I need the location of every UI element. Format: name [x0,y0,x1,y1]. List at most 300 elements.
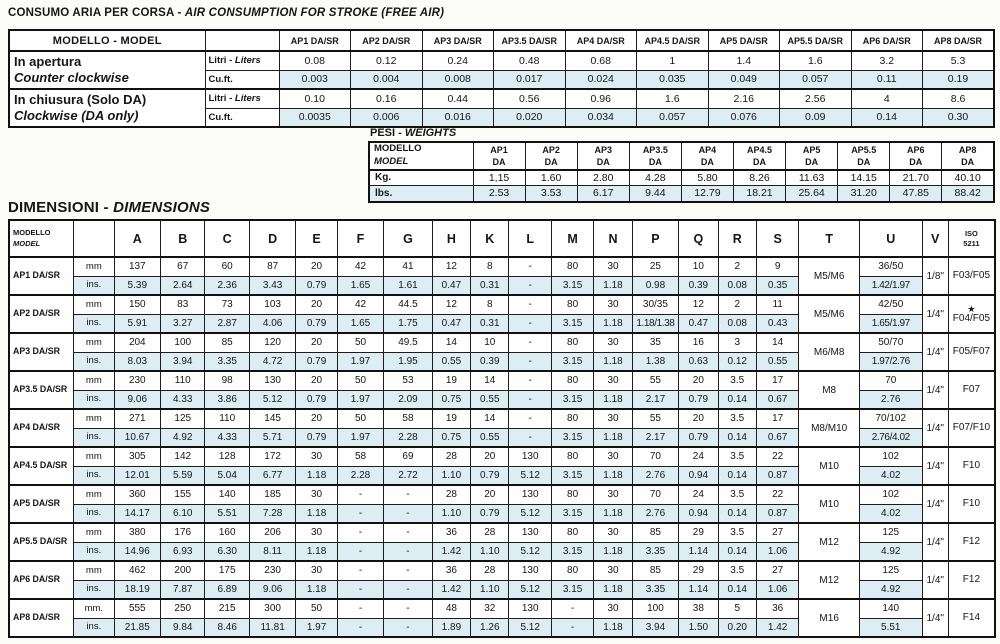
dim-value-mm: - [337,599,383,618]
dim-value-mm: 14 [471,409,509,428]
dim-iso-text: F05/F07 [952,346,991,357]
dim-model-label: AP8 DA/SR [9,599,74,637]
consumption-value: 0.057 [637,108,709,127]
dim-value-ins: 0.14 [718,390,756,409]
dim-value-mm: 50 [337,371,383,390]
dim-value-mm: - [384,599,432,618]
dim-value-mm: 360 [114,485,160,504]
dim-value-mm: - [509,295,551,314]
dim-thread-value: M6/M8 [799,333,860,371]
dim-column-header: L [509,220,551,257]
dim-value-mm: 120 [249,333,295,352]
dim-value-mm: 110 [161,371,205,390]
dim-iso-text: F07/F10 [952,422,991,433]
dim-value-ins: 1.75 [384,314,432,333]
weights-model-type: DA [961,156,975,167]
dim-value-mm: 3.5 [718,561,756,580]
dim-value-ins: 0.79 [679,390,718,409]
dim-value-mm: 206 [249,523,295,542]
dimensions-title-italian: DIMENSIONI - [8,199,114,216]
dim-value-mm: 300 [249,599,295,618]
dim-value-mm: - [337,485,383,504]
consumption-model-header: AP2 DA/SR [351,30,423,51]
consumption-value: 0.024 [565,70,637,89]
dim-model-label: AP4.5 DA/SR [9,447,74,485]
dim-value-ins: 0.63 [679,352,718,371]
weights-model-header [629,142,681,170]
dim-unit-ins: ins. [74,390,114,409]
dim-u-value-ins: 4.02 [859,504,922,523]
dim-column-header: V [922,220,948,257]
dim-u-value-ins: 1.42/1.97 [859,276,922,295]
dim-value-ins: 1.14 [679,580,718,599]
dim-value-mm: 172 [249,447,295,466]
dim-value-mm: 155 [161,485,205,504]
consumption-value: 0.035 [637,70,709,89]
dim-value-mm: 36 [756,599,798,618]
unit-label: Cu.ft. [205,108,279,127]
dim-value-ins: - [337,542,383,561]
dim-value-mm: 130 [509,485,551,504]
dim-unit-mm: mm [74,333,114,352]
table-header-row [9,220,995,257]
dim-value-ins: 1.18 [594,390,632,409]
dim-thread-value: M5/M6 [799,295,860,333]
dim-value-mm: 20 [296,257,337,276]
dim-value-mm: 125 [161,409,205,428]
dim-value-ins: 5.71 [249,428,295,447]
dim-column-header: K [471,220,509,257]
weights-value: 40.10 [942,170,994,186]
dim-value-ins: - [509,276,551,295]
dim-value-mm: 12 [432,295,470,314]
dim-value-ins: 2.76 [632,466,678,485]
dim-value-ins: 4.72 [249,352,295,371]
consumption-value: 0.12 [351,51,423,70]
dim-value-ins: 0.14 [718,542,756,561]
dim-value-ins: 3.15 [551,466,593,485]
dim-iso-text: F03/F05 [952,270,991,281]
consumption-value: 5.3 [923,51,995,70]
dim-value-ins: 6.89 [205,580,249,599]
weights-title [370,127,456,139]
dim-value-mm: - [337,523,383,542]
asterisk-marker: ★ [967,304,976,314]
dim-u-value-mm: 140 [859,599,922,618]
consumption-title-english: AIR CONSUMPTION FOR STROKE (FREE AIR) [184,7,445,19]
dim-value-ins: 3.27 [161,314,205,333]
dim-value-mm: 20 [471,447,509,466]
dim-value-ins: 10.67 [114,428,160,447]
dim-value-ins: 1.26 [471,618,509,637]
dim-value-mm: 41 [384,257,432,276]
dim-value-ins: 5.12 [249,390,295,409]
weights-model-name: AP6 [907,144,925,155]
dim-value-ins: 4.92 [161,428,205,447]
dim-value-ins: - [509,428,551,447]
dim-value-mm: 160 [205,523,249,542]
weights-value: 12.79 [681,186,733,202]
table-header-row [369,142,994,170]
consumption-value: 0.68 [565,51,637,70]
dim-u-value-ins: 1.97/2.76 [859,352,922,371]
dim-u-value-ins: 5.51 [859,618,922,637]
dim-unit-mm: mm [74,257,114,276]
dim-v-value: 1/4" [922,485,948,523]
dim-value-ins: 0.12 [718,352,756,371]
dim-value-ins: 0.39 [679,276,718,295]
dim-value-ins: 0.31 [471,276,509,295]
dim-value-mm: 11 [756,295,798,314]
dim-value-mm: 8 [471,257,509,276]
dim-value-mm: 58 [384,409,432,428]
dim-value-ins: - [384,580,432,599]
dim-value-mm: 25 [632,257,678,276]
dim-value-mm: 67 [161,257,205,276]
dim-value-ins: 0.55 [471,428,509,447]
dim-value-mm: 30 [296,447,337,466]
dim-value-mm: 130 [509,523,551,542]
dim-value-mm: 27 [756,561,798,580]
dim-value-ins: 1.18 [296,466,337,485]
table-row [9,51,994,70]
table-row [9,485,995,504]
consumption-value: 0.0035 [279,108,351,127]
dim-value-ins: 0.94 [679,466,718,485]
dimensions-table [8,219,996,638]
dim-value-mm: 80 [551,523,593,542]
dim-value-mm: 380 [114,523,160,542]
weights-header-model-line2: MODEL [374,155,409,167]
dim-value-mm: 12 [679,295,718,314]
consumption-model-header: AP6 DA/SR [851,30,923,51]
dim-header-iso-line2: 5211 [963,238,980,248]
weights-model-type: DA [805,156,819,167]
dim-value-mm: 145 [249,409,295,428]
dim-value-mm: 30 [594,295,632,314]
dim-value-mm: 5 [718,599,756,618]
dim-value-mm: 30 [594,523,632,542]
dim-column-header: N [594,220,632,257]
dim-value-ins: 0.47 [432,314,470,333]
weights-value: 5.80 [681,170,733,186]
consumption-model-header: AP1 DA/SR [279,30,351,51]
dim-value-ins: 7.87 [161,580,205,599]
table-row [9,523,995,542]
consumption-value: 0.003 [279,70,351,89]
dim-value-mm: 80 [551,333,593,352]
weights-model-name: AP3.5 [642,144,668,155]
dim-value-ins: 0.79 [679,428,718,447]
dim-unit-ins: ins. [74,542,114,561]
dim-value-mm: 271 [114,409,160,428]
consumption-value: 2.16 [708,89,780,108]
dim-value-mm: 20 [679,371,718,390]
dim-value-ins: 0.14 [718,580,756,599]
dim-model-label: AP4 DA/SR [9,409,74,447]
dim-column-header: M [551,220,593,257]
consumption-value: 0.11 [851,70,923,89]
consumption-model-header: AP3.5 DA/SR [494,30,566,51]
dim-value-ins: 0.79 [471,466,509,485]
dim-value-mm: 140 [205,485,249,504]
dim-value-ins: 3.35 [632,580,678,599]
dim-value-ins: 2.87 [205,314,249,333]
dim-value-ins: 1.97 [337,352,383,371]
consumption-value: 0.96 [565,89,637,108]
dim-value-ins: 0.87 [756,504,798,523]
dim-value-ins: 5.12 [509,618,551,637]
dim-unit-ins: ins. [74,580,114,599]
dim-column-header: C [205,220,249,257]
dim-unit-mm: mm [74,371,114,390]
dim-u-value-mm: 102 [859,485,922,504]
dim-value-ins: 21.85 [114,618,160,637]
table-row [9,409,995,428]
consumption-value: 1 [637,51,709,70]
weights-value: 31.20 [838,186,890,202]
consumption-value: 0.008 [422,70,494,89]
consumption-model-header: AP8 DA/SR [923,30,995,51]
dim-column-header: Q [679,220,718,257]
dim-value-ins: 0.14 [718,428,756,447]
dim-value-mm: 27 [756,523,798,542]
dim-iso-value [948,447,995,485]
unit-label: Litri - Liters [205,89,279,108]
consumption-value: 0.076 [708,108,780,127]
dim-value-ins: 0.14 [718,466,756,485]
consumption-title [8,7,444,19]
dim-value-ins: 3.86 [205,390,249,409]
dim-value-ins: - [384,618,432,637]
dim-value-mm: 80 [551,561,593,580]
dim-u-value-ins: 2.76 [859,390,922,409]
dim-value-ins: 3.43 [249,276,295,295]
dim-value-ins: 2.17 [632,390,678,409]
dim-v-value: 1/4" [922,599,948,637]
dim-model-label: AP5 DA/SR [9,485,74,523]
dim-u-value-mm: 125 [859,561,922,580]
dim-value-mm: 137 [114,257,160,276]
dim-value-mm: 80 [551,295,593,314]
consumption-value: 0.09 [780,108,852,127]
dim-value-ins: - [509,352,551,371]
dim-value-mm: 22 [756,485,798,504]
unit-label: Cu.ft. [205,70,279,89]
dim-value-mm: 3.5 [718,485,756,504]
dim-value-mm: 30 [594,371,632,390]
dim-value-mm: 44.5 [384,295,432,314]
dim-column-header: G [384,220,432,257]
dim-value-ins: 3.35 [632,542,678,561]
dim-value-ins: 1.18 [594,580,632,599]
consumption-value: 0.049 [708,70,780,89]
dim-value-ins: 8.46 [205,618,249,637]
dim-value-ins: 0.79 [296,352,337,371]
dim-value-mm: 36 [432,561,470,580]
dim-unit-ins: ins. [74,466,114,485]
dim-value-ins: 1.10 [471,542,509,561]
dim-value-ins: - [337,504,383,523]
dim-value-mm: 30 [594,599,632,618]
dim-value-ins: 0.75 [432,428,470,447]
dim-value-ins: 11.81 [249,618,295,637]
weights-model-type: DA [857,156,871,167]
dim-value-mm: 50 [337,333,383,352]
consumption-header-spacer [205,30,279,51]
consumption-value: 8.6 [923,89,995,108]
dim-value-mm: 29 [679,561,718,580]
dim-iso-text: F10 [962,460,981,471]
weights-model-name: AP2 [542,144,560,155]
dim-model-label: AP2 DA/SR [9,295,74,333]
dim-iso-text: F04/F05 [952,313,991,324]
consumption-value: 0.017 [494,70,566,89]
dim-model-label: AP1 DA/SR [9,257,74,295]
dim-value-ins: 1.42 [756,618,798,637]
dim-value-ins: 0.79 [296,276,337,295]
dim-value-mm: 20 [296,295,337,314]
dim-value-mm: 14 [471,371,509,390]
weights-model-type: DA [700,156,714,167]
weights-model-header [890,142,942,170]
weights-model-type: DA [753,156,767,167]
dim-value-ins: 1.42 [432,542,470,561]
dim-value-ins: 0.55 [756,352,798,371]
dim-value-mm: 215 [205,599,249,618]
dim-thread-value: M12 [799,523,860,561]
dim-value-ins: 5.51 [205,504,249,523]
dim-value-ins: 0.75 [432,390,470,409]
dim-value-ins: 1.18/1.38 [632,314,678,333]
table-row [369,170,994,186]
dim-value-mm: 35 [632,333,678,352]
dim-header-model-line2: MODEL [13,238,41,248]
weights-value: 4.28 [629,170,681,186]
dim-value-ins: 5.12 [509,504,551,523]
dim-value-ins: 0.20 [718,618,756,637]
weights-header-model [369,142,473,170]
weights-value: 1.60 [525,170,577,186]
dim-iso-text: F12 [962,574,981,585]
dim-u-value-ins: 4.92 [859,580,922,599]
dim-value-ins: 0.67 [756,428,798,447]
weights-model-name: AP8 [958,144,977,155]
dim-value-ins: 1.10 [432,504,470,523]
dim-value-mm: 185 [249,485,295,504]
dim-value-ins: 0.87 [756,466,798,485]
dim-value-ins: 5.91 [114,314,160,333]
dim-value-ins: 1.14 [679,542,718,561]
dim-value-ins: 3.15 [551,542,593,561]
dim-thread-value: M8 [799,371,860,409]
dim-column-header: F [337,220,383,257]
dim-value-mm: 100 [161,333,205,352]
dim-value-mm: 12 [432,257,470,276]
dim-value-ins: 1.18 [594,314,632,333]
dim-value-mm: 19 [432,409,470,428]
group-label-italian: In chiusura (Solo DA) [14,91,147,107]
dim-column-header: T [799,220,860,257]
weights-value: 21.70 [890,170,942,186]
dim-value-ins: 0.79 [296,390,337,409]
dim-value-ins: 6.93 [161,542,205,561]
dim-value-ins: 3.15 [551,314,593,333]
consumption-value: 0.16 [351,89,423,108]
weights-value: 2.53 [473,186,525,202]
dim-value-ins: - [551,618,593,637]
consumption-value: 0.14 [851,108,923,127]
dim-value-mm: 24 [679,447,718,466]
dim-value-ins: 1.18 [296,504,337,523]
dim-value-ins: 2.09 [384,390,432,409]
dim-header-spacer [74,220,114,257]
weights-value: 2.80 [577,170,629,186]
dim-value-mm: 30 [594,257,632,276]
dim-thread-value: M10 [799,447,860,485]
group-label-italian: In apertura [14,53,82,69]
weights-model-header [838,142,890,170]
dim-value-ins: 1.10 [432,466,470,485]
dim-value-mm: 110 [205,409,249,428]
dim-value-ins: 14.17 [114,504,160,523]
dim-value-mm: 130 [249,371,295,390]
weights-model-type: DA [492,156,506,167]
dim-value-mm: 555 [114,599,160,618]
dim-value-ins: 3.15 [551,352,593,371]
consumption-model-header: AP5 DA/SR [708,30,780,51]
dim-header-model-line1: MODELLO [13,228,51,238]
consumption-value: 0.08 [279,51,351,70]
consumption-group-label [9,89,205,127]
dim-value-ins: - [337,618,383,637]
consumption-value: 0.24 [422,51,494,70]
dim-unit-mm: mm [74,295,114,314]
dim-thread-value: M8/M10 [799,409,860,447]
consumption-value: 1.4 [708,51,780,70]
dim-column-header: S [756,220,798,257]
dim-iso-text: F14 [962,612,981,623]
dim-value-ins: 9.06 [249,580,295,599]
dim-column-header: R [718,220,756,257]
consumption-value: 0.56 [494,89,566,108]
weights-model-header [786,142,838,170]
dim-value-mm: 3.5 [718,523,756,542]
dim-value-mm: 69 [384,447,432,466]
dim-iso-value [948,409,995,447]
group-label-english: Counter clockwise [14,70,129,85]
dim-value-ins: - [509,390,551,409]
weights-model-type: DA [909,156,923,167]
table-row [9,257,995,276]
dim-value-mm: - [384,523,432,542]
group-label-english: Clockwise (DA only) [14,108,139,123]
dim-value-ins: 9.84 [161,618,205,637]
dim-value-mm: 42 [337,295,383,314]
weights-value: 88.42 [942,186,994,202]
dim-column-header: D [249,220,295,257]
dim-value-ins: 7.28 [249,504,295,523]
dim-value-ins: 14.96 [114,542,160,561]
dim-value-ins: 1.97 [337,428,383,447]
dim-column-header: A [114,220,160,257]
dim-value-ins: 1.18 [594,618,632,637]
consumption-value: 0.034 [565,108,637,127]
dim-value-ins: 6.77 [249,466,295,485]
dim-value-ins: 1.06 [756,542,798,561]
dim-iso-value [948,599,995,637]
dim-v-value: 1/4" [922,561,948,599]
